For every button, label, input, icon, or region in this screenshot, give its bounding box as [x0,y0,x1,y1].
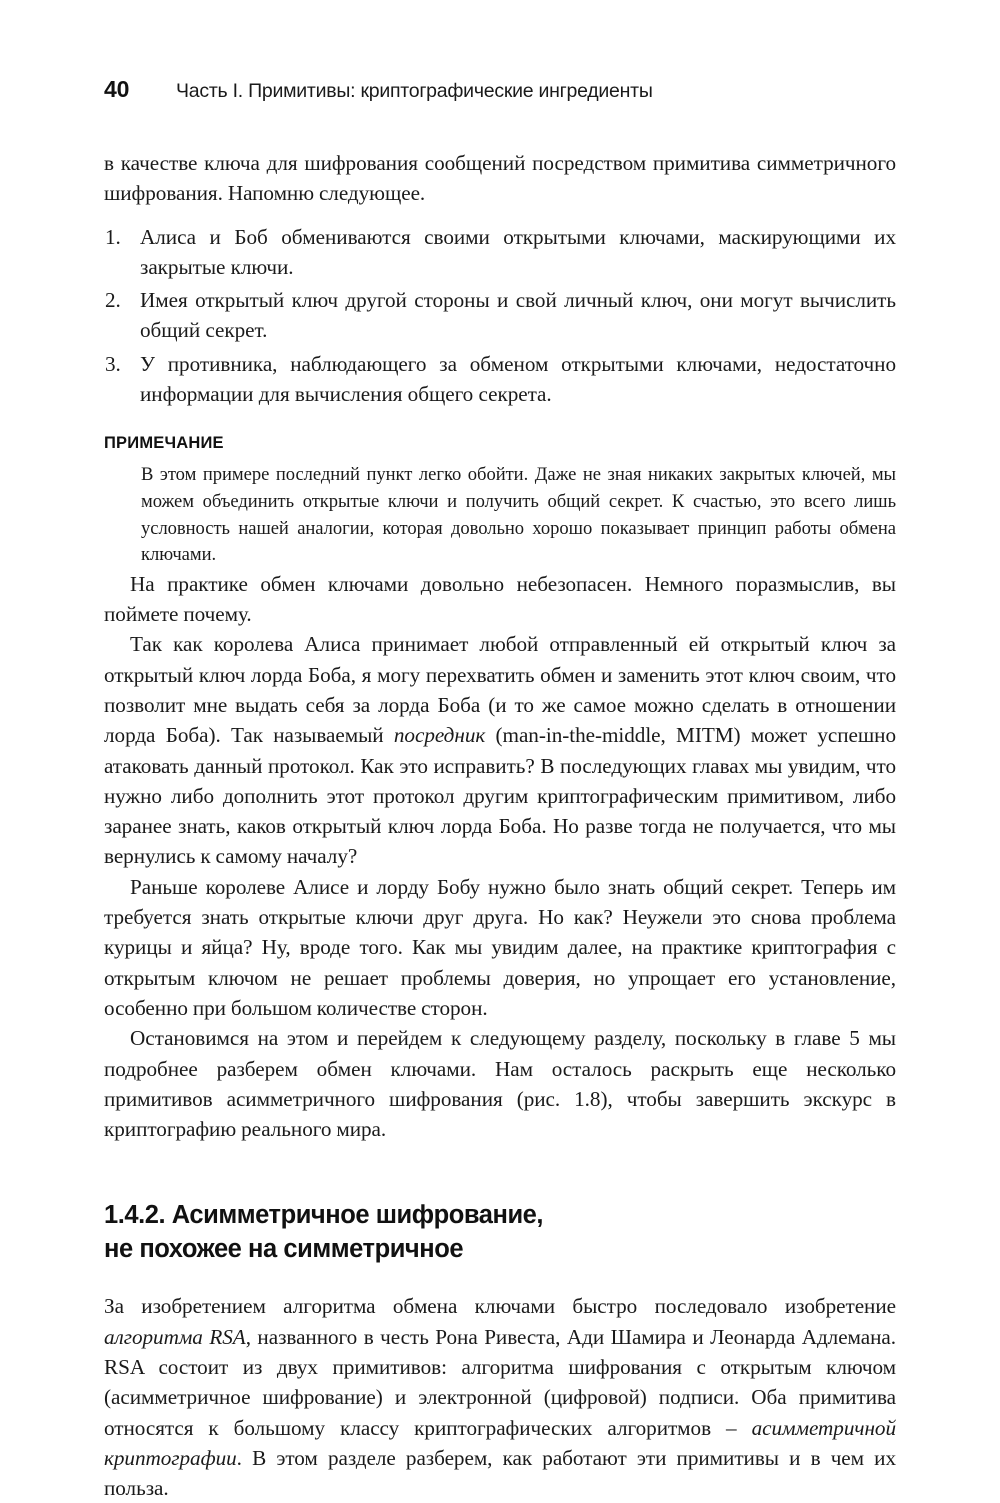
paragraph-3: Раньше королеве Алисе и лорду Бобу нужно было знать общий секрет. Теперь им требуется знать открытые ключи друг друга. Но как? Неужели это снова проблема курицы и яйца? Ну, вроде того. Как мы увидим далее, на практике криптография с открытым ключом не решает проблемы доверия, но упрощает его установление, особенно при большом количестве сторон. [104,874,896,1020]
page-number: 40 [104,76,130,102]
text-column [104,148,896,1503]
numbered-list [104,222,896,410]
running-head [104,76,896,110]
list-item [104,222,896,283]
list-item [104,349,896,410]
paragraph-2-part2: (man-in-the-middle, MITM) может успешно атаковать данный протокол. Как это исправить? В последующих главах мы увидим, что нужно либо дополнить этот протокол другим криптографическим примитивом, либо заранее знать, каков открытый ключ лорда Боба. Но разве тогда не получается, что мы вернулись к самому началу? [104,723,896,869]
paragraph-4: Остановимся на этом и перейдем к следующему разделу, поскольку в главе 5 мы подробнее разберем обмен ключами. Нам осталось раскрыть еще несколько примитивов асимметричного шифрования (рис. 1.8), чтобы завершить экскурс в криптографию реального мира. [104,1026,896,1142]
list-marker: 3. [105,351,121,376]
running-head-title: Часть I. Примитивы: криптографические ингредиенты [176,80,653,102]
note-block [104,434,896,568]
intro-paragraph: в качестве ключа для шифрования сообщений посредством примитива симметричного шифрования. Напомню следующее. [104,151,896,206]
note-body: В этом примере последний пункт легко обойти. Даже не зная никаких закрытых ключей, мы можем объединить открытые ключи и получить общий секрет. К счастью, это всего лишь условность нашей аналогии, которая довольно хорошо показывает принцип работы обмена ключами. [141,464,896,566]
note-label: ПРИМЕЧАНИЕ [104,434,224,453]
section-paragraph-part1: За изобретением алгоритма обмена ключами быстро последовало изобретение [104,1294,896,1319]
section-heading [104,1198,896,1266]
section-heading-line-2: не похожее на симметричное [104,1235,464,1264]
section-heading-line-1: 1.4.2. Асимметричное шифрование, [104,1201,544,1230]
paragraph-1: На практике обмен ключами довольно небезопасен. Немного поразмыслив, вы поймете почему. [104,571,896,627]
list-item-text: Алиса и Боб обмениваются своими открытыми ключами, маскирующими их закрытые ключи. [140,224,896,279]
list-marker: 1. [105,224,121,249]
list-item-text: У противника, наблюдающего за обменом открытыми ключами, недостаточно информации для вычисления общего секрета. [140,351,896,407]
section-paragraph-part3: . В этом разделе разберем, как работают эти примитивы и в чем их польза. [104,1445,896,1501]
list-item-text: Имея открытый ключ другой стороны и свой личный ключ, они могут вычислить общий секрет. [140,288,896,343]
section-paragraph-part2: , названного в честь Рона Ривеста, Ади Шамира и Леонарда Адлемана. RSA состоит из двух примитивов: алгоритма шифрования с открытым ключом (асимметричное шифрование) и электронной (цифровой) подписи. Оба примитива относятся к большому классу криптографических алгоритмов – [104,1324,897,1440]
paragraph-2-emphasis: посредник [393,723,486,748]
paragraph-2 [104,629,896,871]
list-marker: 2. [105,288,121,313]
paragraph-2-part1: Так как королева Алиса принимает любой отправленный ей открытый ключ за открытый ключ лорда Боба, я могу перехватить обмен и заменить этот ключ своим, что позволит мне выдать себя за лорда Боба (и то же самое можно сделать в отношении лорда Боба). Так называемый [104,632,896,748]
list-item [104,285,896,346]
section-emphasis-2: асимметричной криптографии [104,1415,896,1470]
section-emphasis-1: алгоритма RSA [104,1324,246,1349]
section-paragraph [104,1291,896,1503]
section-heading-wrap [104,1198,896,1266]
